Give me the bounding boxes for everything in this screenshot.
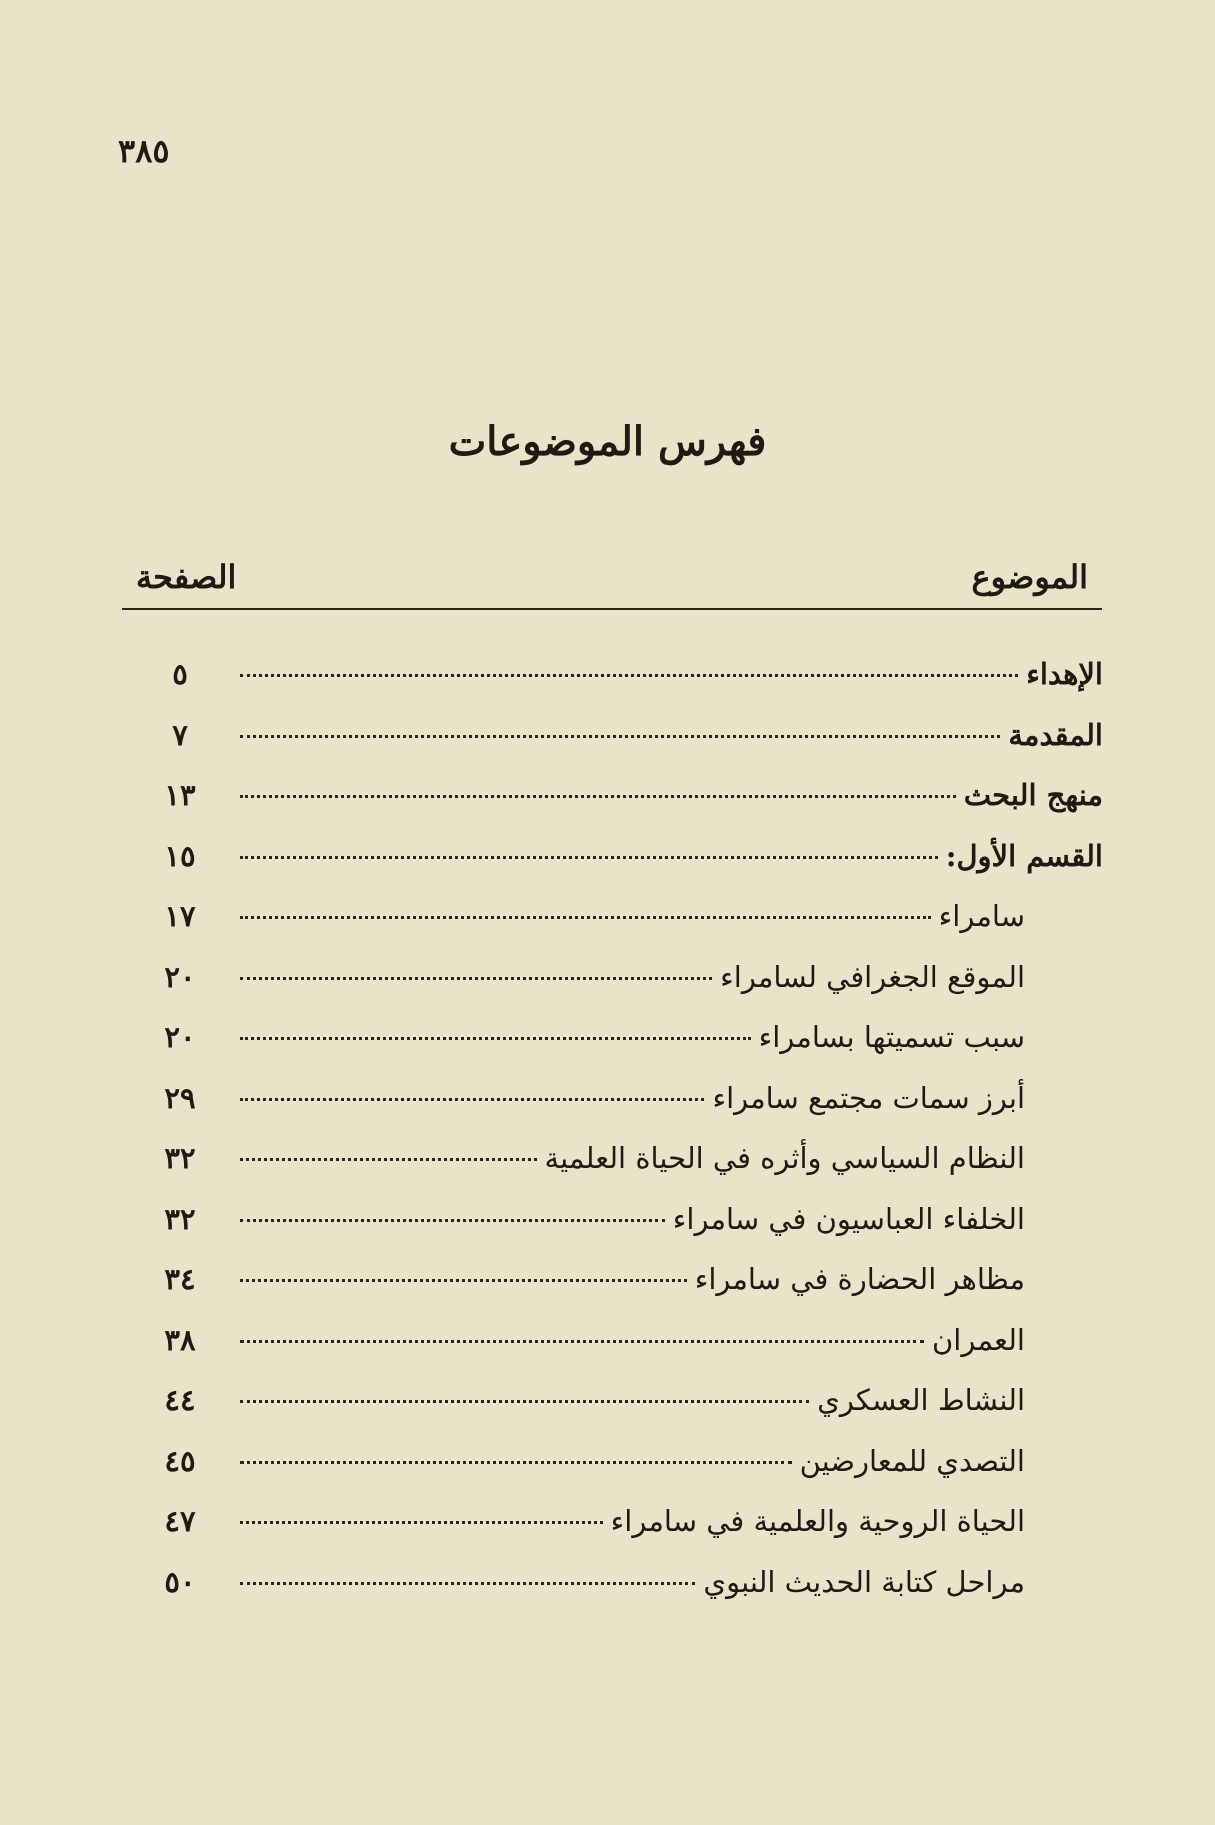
- page-column-header: الصفحة: [136, 558, 237, 596]
- dot-leader: [240, 674, 1018, 677]
- toc-entry[interactable]: [0, 1439, 1215, 1483]
- toc-entry[interactable]: [0, 713, 1215, 757]
- dot-leader: [240, 1582, 695, 1585]
- toc-entry-label: مراحل كتابة الحديث النبوي: [703, 1564, 1025, 1599]
- toc-entry-label: أبرز سمات مجتمع سامراء: [712, 1080, 1025, 1115]
- toc-entry-page: ٥: [172, 657, 188, 691]
- dot-leader: [240, 916, 931, 919]
- toc-entry-page: ٧: [172, 717, 188, 752]
- toc-entry-page: ١٥: [164, 838, 196, 873]
- toc-entry-label: العمران: [931, 1322, 1025, 1357]
- dot-leader: [240, 1521, 603, 1524]
- toc-entry[interactable]: [0, 894, 1215, 938]
- dot-leader: [240, 1340, 924, 1343]
- dot-leader: [240, 1098, 704, 1101]
- toc-entry-page: ٣٢: [164, 1141, 196, 1175]
- dot-leader: [240, 1158, 537, 1161]
- toc-entry[interactable]: [0, 1015, 1215, 1059]
- toc-entry-label: مظاهر الحضارة في سامراء: [694, 1262, 1025, 1296]
- toc-entry-page: ٣٨: [164, 1322, 196, 1357]
- toc-entry-label: القسم الأول:: [945, 838, 1103, 873]
- toc-entry-page: ٤٤: [164, 1383, 196, 1417]
- dot-leader: [240, 977, 712, 980]
- toc-entry-page: ٢٩: [164, 1080, 196, 1115]
- dot-leader: [240, 795, 956, 798]
- toc-entry-label: الإهداء: [1026, 657, 1103, 691]
- dot-leader: [240, 1400, 809, 1403]
- toc-entry[interactable]: [0, 773, 1215, 817]
- dot-leader: [240, 1461, 792, 1464]
- toc-entry[interactable]: [0, 1318, 1215, 1362]
- toc-entry-page: ٥٠: [164, 1564, 196, 1599]
- toc-entry-label: الموقع الجغرافي لسامراء: [720, 959, 1025, 994]
- page-number: ٣٨٥: [118, 132, 170, 170]
- toc-entry[interactable]: [0, 1560, 1215, 1604]
- dot-leader: [240, 1219, 665, 1222]
- toc-entry-label: سبب تسميتها بسامراء: [758, 1020, 1025, 1054]
- toc-entry-page: ١٧: [164, 899, 196, 933]
- toc-entry-label: النشاط العسكري: [817, 1383, 1025, 1417]
- dot-leader: [240, 1037, 751, 1040]
- toc-entry-page: ٢٠: [164, 1020, 196, 1054]
- toc-entry-label: المقدمة: [1008, 717, 1103, 752]
- dot-leader: [240, 856, 938, 859]
- toc-entry[interactable]: [0, 1076, 1215, 1120]
- toc-entry[interactable]: [0, 1197, 1215, 1241]
- dot-leader: [240, 1279, 687, 1282]
- toc-entry-label: سامراء: [938, 899, 1025, 933]
- toc-entry-page: ٣٤: [164, 1262, 196, 1296]
- toc-entry[interactable]: [0, 834, 1215, 878]
- toc-entry[interactable]: [0, 1136, 1215, 1180]
- toc-entry-label: منهج البحث: [963, 778, 1103, 812]
- toc-entry-page: ٤٥: [164, 1443, 196, 1478]
- toc-entry-label: النظام السياسي وأثره في الحياة العلمية: [544, 1141, 1025, 1175]
- toc-entry-page: ٢٠: [164, 959, 196, 994]
- toc-entry-page: ٣٢: [164, 1201, 196, 1236]
- toc-entry-page: ١٣: [164, 778, 196, 812]
- toc-entry-label: الحياة الروحية والعلمية في سامراء: [610, 1504, 1025, 1538]
- toc-entry-label: التصدي للمعارضين: [799, 1443, 1025, 1478]
- toc-entry-label: الخلفاء العباسيون في سامراء: [672, 1201, 1025, 1236]
- toc-entry[interactable]: [0, 1499, 1215, 1543]
- toc-entry-page: ٤٧: [164, 1504, 196, 1538]
- toc-entry[interactable]: [0, 1257, 1215, 1301]
- page-title: فهرس الموضوعات: [448, 418, 767, 465]
- toc-entry[interactable]: [0, 955, 1215, 999]
- toc-entry[interactable]: [0, 1378, 1215, 1422]
- toc-entry[interactable]: [0, 652, 1215, 696]
- toc-header: [122, 558, 1102, 610]
- dot-leader: [240, 735, 1000, 738]
- topic-column-header: الموضوع: [971, 558, 1088, 596]
